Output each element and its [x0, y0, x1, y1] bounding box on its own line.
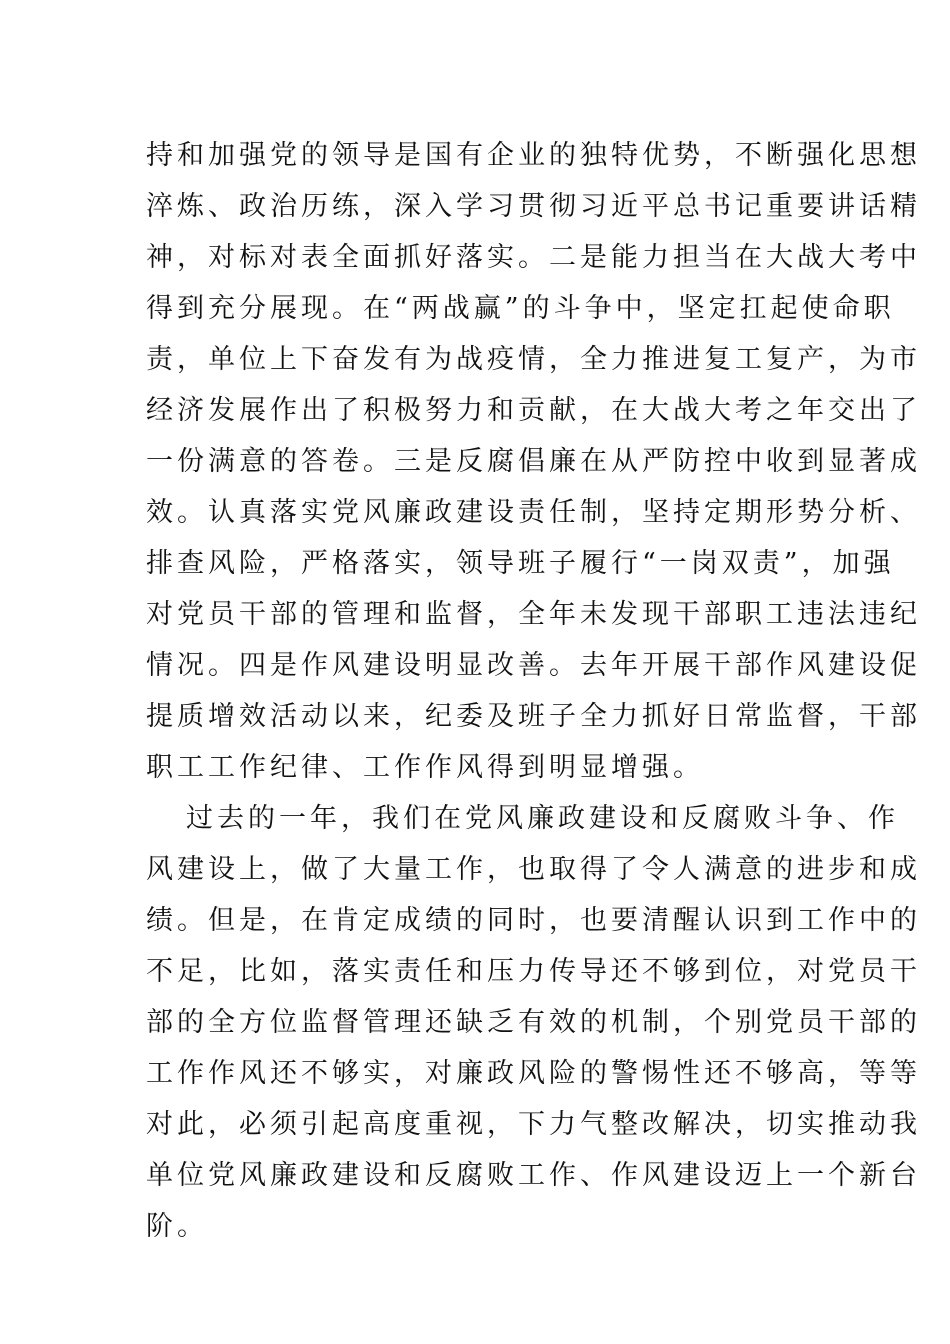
paragraph-line: 工作作风还不够实，对廉政风险的警惕性还不够高，等等	[146, 1058, 921, 1089]
paragraph-line: 一份满意的答卷。三是反腐倡廉在从严防控中收到显著成	[146, 446, 921, 477]
paragraph-line: 不足，比如，落实责任和压力传导还不够到位，对党员干	[146, 956, 921, 987]
paragraph-2	[146, 793, 921, 1252]
paragraph-line: 持和加强党的领导是国有企业的独特优势，不断强化思想	[146, 140, 921, 171]
paragraph-line: 得到充分展现。在“两战赢”的斗争中，坚定扛起使命职	[146, 293, 895, 324]
paragraph-1	[146, 130, 921, 793]
paragraph-line: 对此，必须引起高度重视，下力气整改解决，切实推动我	[146, 1109, 921, 1140]
paragraph-line: 阶。	[146, 1211, 208, 1242]
paragraph-line: 淬炼、政治历练，深入学习贯彻习近平总书记重要讲话精	[146, 191, 921, 222]
paragraph-line: 情况。四是作风建设明显改善。去年开展干部作风建设促	[146, 650, 921, 681]
paragraph-line: 绩。但是，在肯定成绩的同时，也要清醒认识到工作中的	[146, 905, 921, 936]
paragraph-line: 经济发展作出了积极努力和贡献，在大战大考之年交出了	[146, 395, 921, 426]
paragraph-line: 风建设上，做了大量工作，也取得了令人满意的进步和成	[146, 854, 921, 885]
paragraph-line: 效。认真落实党风廉政建设责任制，坚持定期形势分析、	[146, 497, 921, 528]
paragraph-line: 责，单位上下奋发有为战疫情，全力推进复工复产，为市	[146, 344, 921, 375]
paragraph-line: 神，对标对表全面抓好落实。二是能力担当在大战大考中	[146, 242, 921, 273]
paragraph-line: 排查风险，严格落实，领导班子履行“一岗双责”，加强	[146, 548, 895, 579]
paragraph-line: 职工工作纪律、工作作风得到明显增强。	[146, 752, 704, 783]
paragraph-line: 部的全方位监督管理还缺乏有效的机制，个别党员干部的	[146, 1007, 921, 1038]
paragraph-line: 过去的一年，我们在党风廉政建设和反腐败斗争、作	[186, 803, 899, 834]
paragraph-line: 单位党风廉政建设和反腐败工作、作风建设迈上一个新台	[146, 1160, 921, 1191]
paragraph-line: 对党员干部的管理和监督，全年未发现干部职工违法违纪	[146, 599, 921, 630]
paragraph-line: 提质增效活动以来，纪委及班子全力抓好日常监督，干部	[146, 701, 921, 732]
document-body	[146, 130, 921, 1252]
